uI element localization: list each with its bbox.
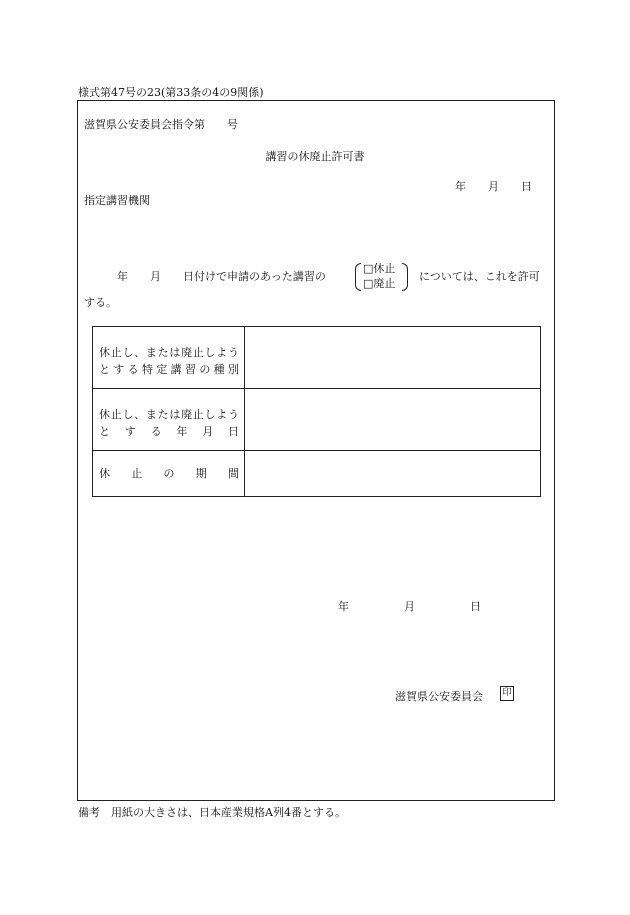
- table-row-divider: [93, 450, 540, 451]
- issuing-authority: 滋賀県公安委員会: [395, 690, 483, 703]
- order-number: 滋賀県公安委員会指令第 号: [84, 118, 238, 131]
- label-course-type: [99, 344, 239, 378]
- value-target-date[interactable]: [251, 411, 531, 428]
- body-text-after: については、これを許可: [419, 270, 540, 283]
- option-suspend-checkbox[interactable]: □休止: [363, 262, 396, 275]
- body-text-cont: する。: [84, 296, 117, 309]
- decision-date: 年 月 日: [338, 600, 481, 613]
- page-title: 講習の休廃止許可書: [265, 150, 365, 163]
- value-course-type[interactable]: [251, 349, 531, 366]
- label-line: 休止し、または廃止しよう: [99, 408, 239, 421]
- body-text-lead: 年 月 日付けで申請のあった講習の: [84, 270, 326, 283]
- seal-stamp: 印: [500, 686, 514, 701]
- table-column-divider: [244, 327, 245, 496]
- right-bracket: [402, 263, 408, 291]
- label-line: とする年月日: [99, 425, 239, 438]
- label-line: とする特定講習の種別: [99, 363, 239, 376]
- table-row-divider: [93, 388, 540, 389]
- label-line: 休止し、または廃止しよう: [99, 346, 239, 359]
- addressee: 指定講習機関: [84, 194, 150, 207]
- form-reference: 様式第47号の23(第33条の4の9関係): [78, 86, 264, 99]
- label-line: 休止の期間: [99, 467, 239, 480]
- label-target-date: [99, 406, 239, 440]
- label-suspension-period: [99, 465, 239, 482]
- issue-date: 年 月 日: [455, 180, 532, 193]
- value-suspension-period[interactable]: [251, 465, 531, 482]
- detail-table: [92, 326, 541, 497]
- option-abolish-checkbox[interactable]: □廃止: [363, 277, 396, 290]
- footnote: 備考 用紙の大きさは、日本産業規格A列4番とする。: [78, 806, 346, 819]
- left-bracket: [355, 263, 361, 291]
